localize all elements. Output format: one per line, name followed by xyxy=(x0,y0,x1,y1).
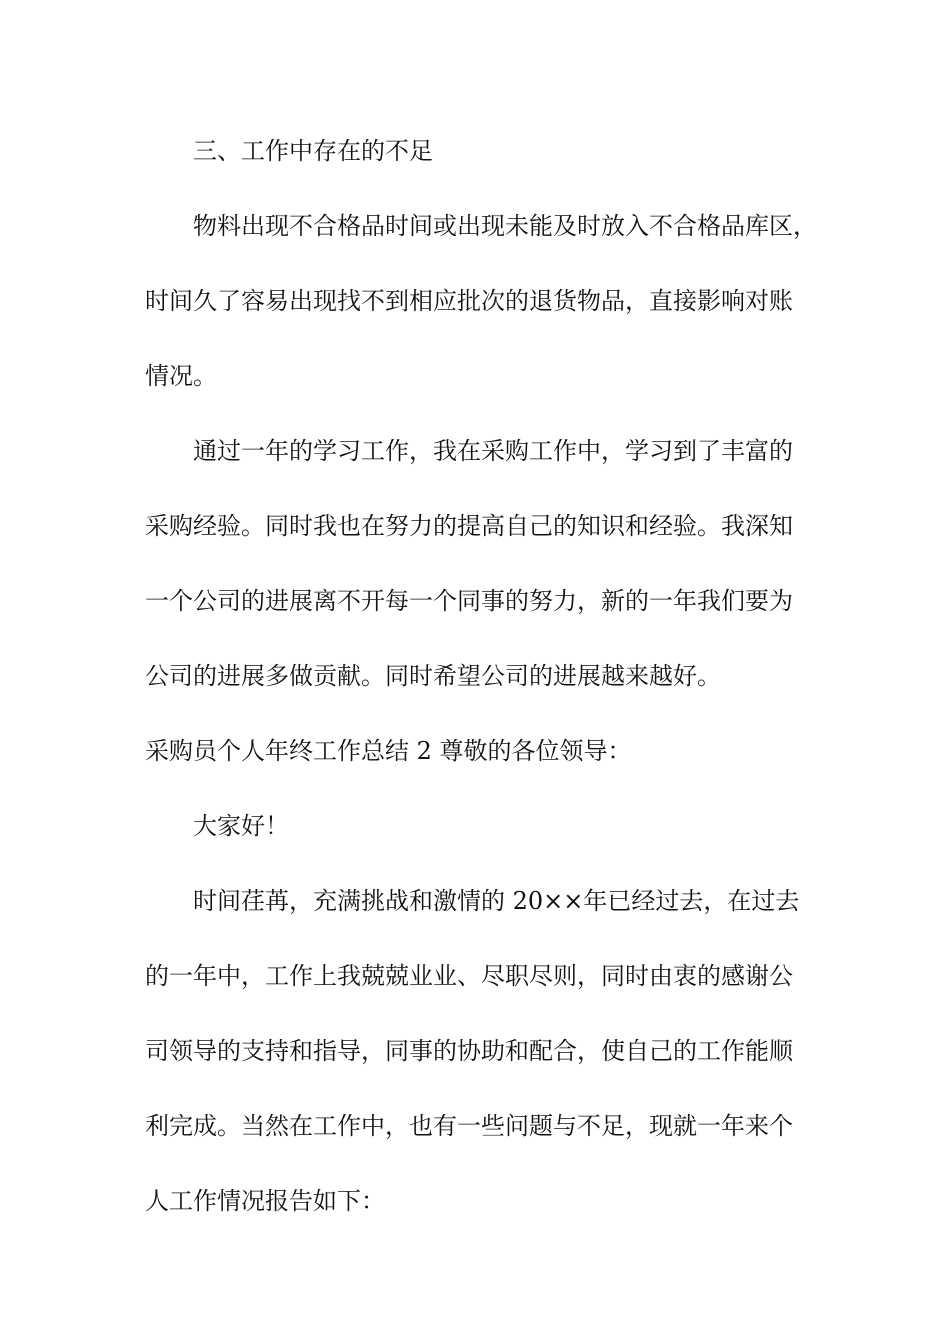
greeting-line: 大家好！ xyxy=(193,812,289,840)
paragraph-line: 采购经验。同时我也在努力的提高自己的知识和经验。我深知 xyxy=(145,512,793,540)
paragraph-line: 公司的进展多做贡献。同时希望公司的进展越来越好。 xyxy=(145,662,721,690)
paragraph-line: 利完成。当然在工作中，也有一些问题与不足，现就一年来个 xyxy=(145,1112,793,1140)
paragraph-line: 通过一年的学习工作，我在采购工作中，学习到了丰富的 xyxy=(193,437,793,465)
paragraph-line: 一个公司的进展离不开每一个同事的努力，新的一年我们要为 xyxy=(145,587,793,615)
section-heading: 三、工作中存在的不足 xyxy=(193,137,433,165)
document-title-line: 采购员个人年终工作总结 2 尊敬的各位领导： xyxy=(145,737,632,765)
paragraph-line: 时间荏苒，充满挑战和激情的 20××年已经过去，在过去 xyxy=(193,887,800,915)
paragraph-line: 人工作情况报告如下： xyxy=(145,1187,385,1215)
paragraph-line: 时间久了容易出现找不到相应批次的退货物品，直接影响对账 xyxy=(145,287,793,315)
paragraph-line: 情况。 xyxy=(145,362,217,390)
paragraph-line: 的一年中，工作上我兢兢业业、尽职尽则，同时由衷的感谢公 xyxy=(145,962,793,990)
paragraph-line: 物料出现不合格品时间或出现未能及时放入不合格品库区， xyxy=(193,212,817,240)
paragraph-line: 司领导的支持和指导，同事的协助和配合，使自己的工作能顺 xyxy=(145,1037,793,1065)
